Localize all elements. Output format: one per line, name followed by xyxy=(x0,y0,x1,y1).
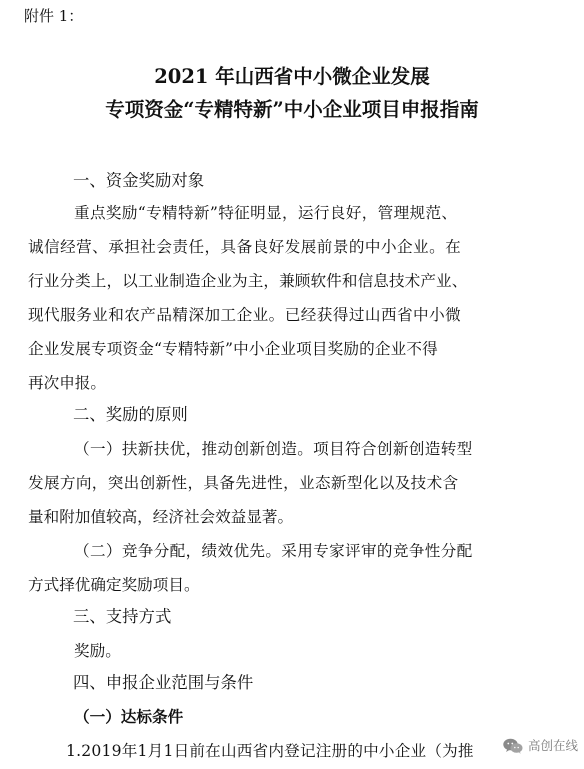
document-title-line-2: 专项资金“专精特新”中小企业项目申报指南 xyxy=(105,98,479,121)
body-line: 发展方向，突出创新性，具备先进性，业态新型化以及技术含 xyxy=(28,474,459,492)
body-line: 行业分类上，以工业制造企业为主，兼顾软件和信息技术产业、 xyxy=(28,272,468,290)
body-line: （一）扶新扶优，推动创新创造。项目符合创新创造转型 xyxy=(74,440,473,458)
body-line: 方式择优确定奖励项目。 xyxy=(28,576,200,594)
watermark xyxy=(499,737,578,755)
body-line: 诚信经营、承担社会责任，具备良好发展前景的中小企业。在 xyxy=(28,238,462,256)
section-heading-3: 三、支持方式 xyxy=(73,607,172,626)
section-heading-2: 二、奖励的原则 xyxy=(73,405,188,424)
section-heading-4: 四、申报企业范围与条件 xyxy=(73,673,254,692)
wechat-icon xyxy=(502,737,524,755)
section-heading-1: 一、资金奖励对象 xyxy=(73,171,205,190)
subsection-heading: （一）达标条件 xyxy=(74,707,184,726)
body-line: 重点奖励“专精特新”特征明显，运行良好，管理规范、 xyxy=(74,204,458,222)
body-line: 现代服务业和农产品精深加工企业。已经获得过山西省中小微 xyxy=(28,306,462,324)
body-line: 量和附加值较高，经济社会效益显著。 xyxy=(28,508,294,526)
document-title-line-1: 2021 年山西省中小微企业发展 xyxy=(154,65,430,88)
body-line: 再次申报。 xyxy=(28,374,106,392)
attachment-label: 附件 1： xyxy=(24,7,84,25)
body-line: 奖励。 xyxy=(74,642,121,660)
body-line: 1.2019年1月1日前在山西省内登记注册的中小企业（为推 xyxy=(66,742,474,760)
body-line: （二）竞争分配，绩效优先。采用专家评审的竞争性分配 xyxy=(74,542,473,560)
watermark-text: 高创在线 xyxy=(527,738,578,753)
body-line: 企业发展专项资金“专精特新”中小企业项目奖励的企业不得 xyxy=(28,340,438,358)
